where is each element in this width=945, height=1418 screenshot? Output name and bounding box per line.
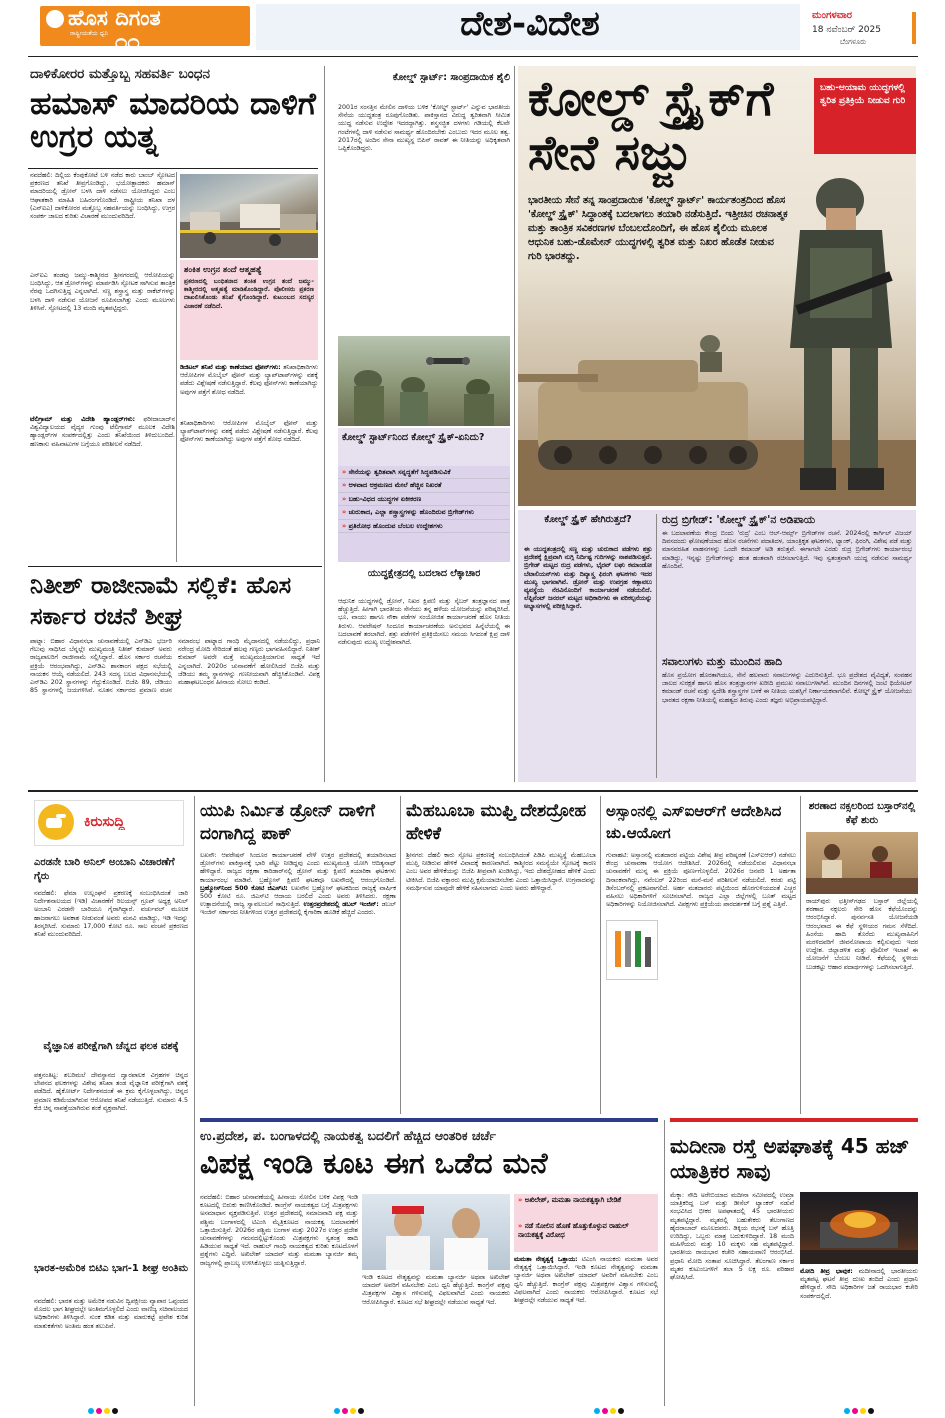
registration-dots bbox=[594, 1408, 624, 1414]
commando-image bbox=[770, 168, 916, 506]
cold-q-bullet-list bbox=[338, 466, 510, 533]
nitish-body: ಪಾಟ್ನಾ: ಬಿಹಾರ ವಿಧಾನಸಭಾ ಚುನಾವಣೆಯಲ್ಲಿ ಎನ್‌ಡಿಎ ಭರ್ಜರಿ ಗೆಲುವು ಸಾಧಿಸಿದ ಬೆನ್ನಲ್ಲೇ ಮುಖ್ಯಮಂತ್ರಿ ನಿತೀಶ್ ಕುಮಾರ್ ಅವರು ರಾಜ್ಯಪಾಲರಿಗೆ ರಾಜೀನಾಮೆ ಸಲ್ಲಿಸಿದ್ದಾರೆ. ಹೊಸ ಸರ್ಕಾರ ರಚನೆಯ ಪ್ರಕ್ರಿಯೆ ಆರಂಭವಾಗಿದ್ದು, ಎನ್‌ಡಿಎ ಶಾಸಕಾಂಗ ಪಕ್ಷದ ಸಭೆಯಲ್ಲಿ ನಾಯಕನ ಆಯ್ಕೆ ನಡೆಯಲಿದೆ. 243 ಸದಸ್ಯ ಬಲದ ವಿಧಾನಸಭೆಯಲ್ಲಿ ಎನ್‌ಡಿಎ 202 ಸ್ಥಾನಗಳನ್ನು ಗೆದ್ದುಕೊಂಡಿದೆ. ಬಿಜೆಪಿ 89, ಜೆಡಿಯು 85 ಸ್ಥಾನಗಳಲ್ಲಿ ಜಯಗಳಿಸಿವೆ. ನೂತನ ಸರ್ಕಾರದ ಪ್ರಮಾಣ ವಚನ ಸಮಾರಂಭ ಪಾಟ್ನಾದ ಗಾಂಧಿ ಮೈದಾನದಲ್ಲಿ ನಡೆಯಲಿದ್ದು, ಪ್ರಧಾನಿ ನರೇಂದ್ರ ಮೋದಿ ಸೇರಿದಂತೆ ಹಲವು ಗಣ್ಯರು ಭಾಗವಹಿಸಲಿದ್ದಾರೆ. ನಿತೀಶ್ ಕುಮಾರ್ ಅವರೇ ಮತ್ತೆ ಮುಖ್ಯಮಂತ್ರಿಯಾಗುವ ಸಾಧ್ಯತೆ ಇದೆ ಎನ್ನಲಾಗಿದೆ. 2020ರ ಚುನಾವಣೆಗೆ ಹೋಲಿಸಿದರೆ ಬಿಜೆಪಿ ಮತ್ತು ಜೆಡಿಯು ತಮ್ಮ ಸ್ಥಾನಗಳನ್ನು ಗಣನೀಯವಾಗಿ ಹೆಚ್ಚಿಸಿಕೊಂಡಿವೆ. ವಿಪಕ್ಷ ಮಹಾಘಟಬಂಧನ ಹೀನಾಯ ಸೋಲು ಕಂಡಿದೆ. bbox=[30, 638, 320, 695]
bus-fire-photo bbox=[800, 1192, 918, 1264]
cold-how-title: ಕೋಲ್ಡ್ ಸ್ಟ್ರೈಕ್ ಹೇಗಿರುತ್ತದೆ? bbox=[544, 514, 632, 525]
nitish-headline: ನಿತೀಶ್ ರಾಜೀನಾಮೆ ಸಲ್ಲಿಕೆ: ಹೊಸ ಸರ್ಕಾರ ರಚನೆ ಶೀಘ್ರ bbox=[30, 571, 292, 630]
madina-body: ಮೆಕ್ಕಾ: ಸೌದಿ ಅರೇಬಿಯಾದ ಮದೀನಾ ಸಮೀಪದಲ್ಲಿ ಉಮ್ರಾ ಯಾತ್ರಿಕರಿದ್ದ ಬಸ್ ಮತ್ತು ಡೀಸೆಲ್ ಟ್ಯಾಂಕರ್ ನಡುವೆ ಸಂಭವಿಸಿದ ಭೀಕರ ಅಪಘಾತದಲ್ಲಿ 45 ಭಾರತೀಯರು ಮೃತಪಟ್ಟಿದ್ದಾರೆ. ಮೃತರಲ್ಲಿ ಬಹುತೇಕರು ತೆಲಂಗಾಣದ ಹೈದರಾಬಾದ್ ಮೂಲದವರು. ಡಿಕ್ಕಿಯ ರಭಸಕ್ಕೆ ಬಸ್ ಹೊತ್ತಿ ಉರಿದಿದ್ದು, ಒಬ್ಬರು ಮಾತ್ರ ಬದುಕುಳಿದಿದ್ದಾರೆ. 18 ಮಂದಿ ಮಹಿಳೆಯರು ಮತ್ತು 10 ಮಕ್ಕಳು ಸಹ ಮೃತಪಟ್ಟಿದ್ದಾರೆ. ಭಾರತೀಯ ರಾಯಭಾರ ಕಚೇರಿ ಸಹಾಯವಾಣಿ ಆರಂಭಿಸಿದೆ. ಪ್ರಧಾನಿ ಮೋದಿ ಸಂತಾಪ ಸೂಚಿಸಿದ್ದಾರೆ. ತೆಲಂಗಾಣ ಸರ್ಕಾರ ಮೃತರ ಕುಟುಂಬಗಳಿಗೆ ತಲಾ 5 ಲಕ್ಷ ರೂ. ಪರಿಹಾರ ಘೋಷಿಸಿದೆ. bbox=[670, 1192, 794, 1282]
drone-headline: ಯುಪಿ ನಿರ್ಮಿತ ಡ್ರೋನ್ ದಾಳಿಗೆ ದಂಗಾಗಿದ್ದ ಪಾಕ್ bbox=[200, 801, 375, 844]
drone-sub2: ಉತ್ತರಪ್ರದೇಶದಲ್ಲಿ ಡಬಲ್ ಇಂಜಿನ್: bbox=[303, 901, 379, 909]
bullet-text: ಸೇನೆಯನ್ನು ತ್ವರಿತವಾಗಿ ಸನ್ನದ್ಧತೆಗೆ ಸಿದ್ಧಪಡಿಸುವಿಕೆ bbox=[348, 468, 451, 476]
kiru-h3: ಭಾರತ-ಅಮೆರಿಕ ಬಿಟಿಎ ಭಾಗ-1 ಶೀಘ್ರ ಅಂತಿಮ bbox=[34, 1263, 188, 1274]
kiru-b3: ನವದೆಹಲಿ: ಭಾರತ ಮತ್ತು ಅಮೆರಿಕ ನಡುವಿನ ದ್ವಿಪಕ್ಷೀಯ ವ್ಯಾಪಾರ ಒಪ್ಪಂದದ ಮೊದಲ ಭಾಗ ಶೀಘ್ರದಲ್ಲೇ ಅಂತಿಮಗೊಳ್ಳಲಿದೆ ಎಂದು ವಾಣಿಜ್ಯ ಸಚಿವಾಲಯದ ಅಧಿಕಾರಿಗಳು ತಿಳಿಸಿದ್ದಾರೆ. ಸುಂಕ ಕಡಿತ ಮತ್ತು ಮಾರುಕಟ್ಟೆ ಪ್ರವೇಶ ಕುರಿತ ಮಾತುಕತೆಗಳು ಅಂತಿಮ ಹಂತ ತಲುಪಿವೆ. bbox=[34, 1298, 188, 1330]
logo-icon bbox=[46, 10, 64, 28]
war-title: ಯುದ್ಧಕ್ಷೇತ್ರದಲ್ಲಿ ಬದಲಾದ ಲೆಕ್ಕಾಚಾರ bbox=[367, 568, 481, 579]
rudra-title: ರುದ್ರ ಬ್ರಿಗೇಡ್: 'ಕೋಲ್ಡ್ ಸ್ಟ್ರೈಕ್'ನ ಅಡಿಪಾಯ bbox=[662, 514, 816, 526]
pull-marker-icon: » bbox=[518, 1196, 525, 1204]
rudra-body: ಈ ಬದಲಾವಣೆಯ ಕೇಂದ್ರ ಬಿಂದು 'ರುದ್ರ' ಎಂಬ ಆಲ್-ಆರ್ಮ್ಸ್ ಬ್ರಿಗೇಡ್‌ಗಳ ರಚನೆ. 2024ರಲ್ಲಿ ಕಾರ್ಗಿಲ್ ವಿಜಯ್ ದಿವಸದಂದು ಘೋಷಣೆಯಾದ ಹೊಸ ರಚನೆಗಳು ಪದಾತಿದಳ, ಯಾಂತ್ರಿಕೃತ ಘಟಕಗಳು, ಟ್ಯಾಂಕ್, ಫಿರಂಗಿ, ವಿಶೇಷ ಪಡೆ ಮತ್ತು ಮಾನವರಹಿತ ವಾಹನಗಳನ್ನು ಒಂದೇ ಕಮಾಂಡ್ ಅಡಿ ತರುತ್ತವೆ. ಈಗಾಗಲೇ ಎರಡು ರುದ್ರ ಬ್ರಿಗೇಡ್‌ಗಳು ಕಾರ್ಯಾರಂಭ ಮಾಡಿದ್ದು, ಇನ್ನಷ್ಟು ಬ್ರಿಗೇಡ್‌ಗಳನ್ನು ಹಂತ ಹಂತವಾಗಿ ರಚಿಸಲಾಗುತ್ತಿದೆ. ಇವು ಸ್ವತಂತ್ರವಾಗಿ ಯುದ್ಧ ನಡೆಸುವ ಸಾಮರ್ಥ್ಯ ಹೊಂದಿವೆ. bbox=[662, 530, 912, 570]
indiabloc-body: ನವದೆಹಲಿ: ಬಿಹಾರ ಚುನಾವಣೆಯಲ್ಲಿ ಹೀನಾಯ ಸೋಲಿನ ಬಳಿಕ ವಿಪಕ್ಷ ಇಂಡಿ ಕೂಟದಲ್ಲಿ ಬಿರುಕು ಕಾಣಿಸಿಕೊಂಡಿದೆ. ಕಾಂಗ್ರೆಸ್ ನಾಯಕತ್ವದ ಬಗ್ಗೆ ಮಿತ್ರಪಕ್ಷಗಳು ಅಸಮಾಧಾನ ವ್ಯಕ್ತಪಡಿಸುತ್ತಿವೆ. ಉತ್ತರ ಪ್ರದೇಶದಲ್ಲಿ ಸಮಾಜವಾದಿ ಪಕ್ಷ ಮತ್ತು ಪಶ್ಚಿಮ ಬಂಗಾಳದಲ್ಲಿ ಟಿಎಂಸಿ ಮೈತ್ರಿಕೂಟದ ನಾಯಕತ್ವ ಬದಲಾವಣೆಗೆ ಒತ್ತಾಯಿಸುತ್ತಿವೆ. 2026ರ ಪಶ್ಚಿಮ ಬಂಗಾಳ ಮತ್ತು 2027ರ ಉತ್ತರ ಪ್ರದೇಶ ಚುನಾವಣೆಗಳನ್ನು ಗಮನದಲ್ಲಿಟ್ಟುಕೊಂಡು ಮಿತ್ರಪಕ್ಷಗಳು ಸ್ವತಂತ್ರ ಹಾದಿ ಹಿಡಿಯುವ ಸಾಧ್ಯತೆ ಇದೆ. ರಾಹುಲ್ ಗಾಂಧಿ ನಾಯಕತ್ವದ ಕುರಿತು ಕೂಟದೊಳಗೆ ಪ್ರಶ್ನೆಗಳು ಎದ್ದಿವೆ. ಅಖಿಲೇಶ್ ಯಾದವ್ ಮತ್ತು ಮಮತಾ ಬ್ಯಾನರ್ಜಿ ತಮ್ಮ ರಾಜ್ಯಗಳಲ್ಲಿ ಪ್ರಾಬಲ್ಯ ಉಳಿಸಿಕೊಳ್ಳಲು ಯತ್ನಿಸುತ್ತಿದ್ದಾರೆ. bbox=[200, 1194, 358, 1267]
indiabloc-sub-body: ಟಿಎಂಸಿ ನಾಯಕರು ಮಮತಾ ಅವರ ನೇತೃತ್ವಕ್ಕೆ ಒತ್ತಾಯಿಸಿದ್ದಾರೆ. bbox=[514, 1256, 658, 1272]
indiabloc-body-3 bbox=[514, 1256, 658, 1404]
hamas-body-1: ನವದೆಹಲಿ: ದಿಲ್ಲಿಯ ಕೆಂಪುಕೋಟೆ ಬಳಿ ನಡೆದ ಕಾರು ಬಾಂಬ್ ಸ್ಫೋಟದ ಪ್ರಕರಣದ ತನಿಖೆ ತೀವ್ರಗೊಂಡಿದ್ದು, ಭಯೋತ್ಪಾದಕರು ಹಮಾಸ್ ಮಾದರಿಯಲ್ಲಿ ಡ್ರೋನ್ ಬಳಸಿ ದಾಳಿ ನಡೆಸಲು ಯೋಜಿಸಿದ್ದರು ಎಂಬ ಆಘಾತಕಾರಿ ಮಾಹಿತಿ ಬಹಿರಂಗಗೊಂಡಿದೆ. ರಾಷ್ಟ್ರೀಯ ತನಿಖಾ ದಳ (ಎನ್‌ಐಎ) ದಾಳಿಕೋರರ ಮತ್ತೊಬ್ಬ ಸಹವರ್ತಿಯನ್ನು ಬಂಧಿಸಿದ್ದು, ಉಗ್ರರ ಸಂಪರ್ಕ ಜಾಲದ ಕುರಿತು ವಿಚಾರಣೆ ಮುಂದುವರಿದಿದೆ. bbox=[30, 172, 175, 221]
madina-sub: ಮೋದಿ ತೀವ್ರ ಭಾವುಕ: bbox=[800, 1268, 853, 1275]
sharan-headline: ಶರಣಾದ ನಕ್ಸಲರಿಂದ ಬಸ್ತಾರ್‌ನಲ್ಲಿ ಕೆಫೆ ಶುರು bbox=[808, 801, 916, 826]
coldstart-title: ಕೋಲ್ಡ್ ಸ್ಟಾರ್ಟ್: ಸಾಂಪ್ರದಾಯಿಕ ಶೈಲಿ bbox=[392, 72, 510, 83]
kiru-b2: ಪತ್ತನಂತಿಟ್ಟ: ಶಬರಿಮಲೆ ದೇವಸ್ಥಾನದ ದ್ವಾರಪಾಲಕ ವಿಗ್ರಹಗಳ ಚಿನ್ನದ ಲೇಪನದ ಫಲಕಗಳನ್ನು ವಿಶೇಷ ತನಿಖಾ ತಂಡ ವೈಜ್ಞಾನಿಕ ಪರೀಕ್ಷೆಗಾಗಿ ವಶಕ್ಕೆ ಪಡೆದಿದೆ. ಹೈಕೋರ್ಟ್ ನಿರ್ದೇಶನದಂತೆ ಈ ಕ್ರಮ ಕೈಗೊಳ್ಳಲಾಗಿದ್ದು, ಚಿನ್ನದ ಪ್ರಮಾಣ ಕಡಿಮೆಯಾಗಿರುವ ಆರೋಪದ ತನಿಖೆ ನಡೆಯುತ್ತಿದೆ. ಸುಮಾರು 4.5 ಕೆಜಿ ಚಿನ್ನ ನಾಪತ್ತೆಯಾಗಿರುವ ಶಂಕೆ ವ್ಯಕ್ತವಾಗಿದೆ. bbox=[34, 1072, 188, 1112]
pull-2-text: ನಡೆ ಸೋಲಿನ ಹೊಣೆ ಹೊತ್ತುಕೊಳ್ಳುವ ರಾಹುಲ್ ನಾಯಕತ್ವಕ್ಕೆ ವಿರೋಧ bbox=[518, 1222, 629, 1239]
assam-headline: ಅಸ್ಸಾಂನಲ್ಲಿ ಎಸ್‌ಐಆರ್‌ಗೆ ಆದೇಶಿಸಿದ ಚು.ಆಯೋಗ bbox=[606, 802, 782, 842]
bullet-marker-icon: » bbox=[342, 468, 349, 476]
orange-mark bbox=[912, 12, 916, 44]
madina-sub-body: ಮದೀನಾದಲ್ಲಿ ಭಾರತೀಯರು ಮೃತಪಟ್ಟ ಘಟನೆ ತೀವ್ರ ದುಃಖ ತಂದಿದೆ ಎಂದು ಪ್ರಧಾನಿ ಹೇಳಿದ್ದಾರೆ. ಸೌದಿ ಅಧಿಕಾರಿಗಳ ಜತೆ ರಾಯಭಾರ ಕಚೇರಿ ಸಂಪರ್ಕದಲ್ಲಿದೆ. bbox=[800, 1268, 918, 1300]
pull-1-text: ಅಖಿಲೇಶ್, ಮಮತಾ ನಾಯಕತ್ವಕ್ಕಾಗಿ ಬೇಡಿಕೆ bbox=[524, 1196, 622, 1204]
drone-body2: ಲಖನೌನ ಬ್ರಹ್ಮೋಸ್ ಘಟಕದಿಂದ ರಾಜ್ಯಕ್ಕೆ ವಾರ್ಷಿಕ 500 ಕೋಟಿ ರೂ. ಜಿಎಸ್‌ಟಿ ಆದಾಯ ಬರಲಿದೆ ಎಂದು ಅವರು ತಿಳಿಸಿದರು. ರಕ್ಷಣಾ ಉತ್ಪಾದನೆಯಲ್ಲಿ ರಾಜ್ಯ ಸ್ವಾವಲಂಬನೆ ಸಾಧಿಸುತ್ತಿದೆ. bbox=[200, 884, 396, 909]
indiabloc-body-2: ಇಂಡಿ ಕೂಟದ ನೇತೃತ್ವವನ್ನು ಮಮತಾ ಬ್ಯಾನರ್ಜಿ ಅಥವಾ ಅಖಿಲೇಶ್ ಯಾದವ್ ಅವರಿಗೆ ವಹಿಸಬೇಕು ಎಂಬ ಧ್ವನಿ ಹೆಚ್ಚುತ್ತಿದೆ. ಕಾಂಗ್ರೆಸ್ ಪಕ್ಷವು ಮಿತ್ರಪಕ್ಷಗಳ ವಿಶ್ವಾಸ ಗಳಿಸುವಲ್ಲಿ ವಿಫಲವಾಗಿದೆ ಎಂದು ನಾಯಕರು ಆರೋಪಿಸಿದ್ದಾರೆ. ಕೂಟದ ಸಭೆ ಶೀಘ್ರದಲ್ಲೇ ನಡೆಯುವ ಸಾಧ್ಯತೆ ಇದೆ. bbox=[362, 1274, 510, 1306]
assam-body: ಗುವಾಹಟಿ: ಅಸ್ಸಾಂನಲ್ಲಿ ಮತದಾರರ ಪಟ್ಟಿಯ ವಿಶೇಷ ತೀವ್ರ ಪರಿಷ್ಕರಣೆ (ಎಸ್‌ಐಆರ್) ನಡೆಸಲು ಕೇಂದ್ರ ಚುನಾವಣಾ ಆಯೋಗ ಆದೇಶಿಸಿದೆ. 2026ರಲ್ಲಿ ನಡೆಯಲಿರುವ ವಿಧಾನಸಭಾ ಚುನಾವಣೆಗೆ ಮುನ್ನ ಈ ಪ್ರಕ್ರಿಯೆ ಪೂರ್ಣಗೊಳ್ಳಲಿದೆ. 2026ರ ಜನವರಿ 1 ಅರ್ಹತಾ ದಿನಾಂಕವಾಗಿದ್ದು, ನವೆಂಬರ್ 22ರಿಂದ ಮನೆ-ಮನೆ ಪರಿಶೀಲನೆ ನಡೆಯಲಿದೆ. ಕರಡು ಪಟ್ಟಿ ಡಿಸೆಂಬರ್‌ನಲ್ಲಿ ಪ್ರಕಟವಾಗಲಿದೆ. ಅರ್ಹ ಮತದಾರರು ಪಟ್ಟಿಯಿಂದ ಹೊರಗುಳಿಯದಂತೆ ಎಚ್ಚರ ವಹಿಸಲು ಅಧಿಕಾರಿಗಳಿಗೆ ಸೂಚಿಸಲಾಗಿದೆ. ರಾಜ್ಯದ ಎಲ್ಲಾ ಜಿಲ್ಲೆಗಳಲ್ಲಿ ಬೂತ್ ಮಟ್ಟದ ಅಧಿಕಾರಿಗಳನ್ನು ನಿಯೋಜಿಸಲಾಗಿದೆ. ವಿಪಕ್ಷಗಳು ಪ್ರಕ್ರಿಯೆಯ ಪಾರದರ್ಶಕತೆ ಬಗ್ಗೆ ಪ್ರಶ್ನೆ ಎತ್ತಿವೆ. bbox=[606, 852, 796, 909]
hamas-headline: ಹಮಾಸ್ ಮಾದರಿಯ ದಾಳಿಗೆ ಉಗ್ರರ ಯತ್ನ bbox=[30, 88, 316, 155]
indiabloc-pull-1 bbox=[518, 1196, 656, 1205]
cafe-image bbox=[806, 832, 918, 894]
indiabloc-sub: ಮಮತಾ ನೇತೃತ್ವಕ್ಕೆ ಒತ್ತಾಯ: bbox=[514, 1256, 578, 1263]
registration-dots bbox=[844, 1408, 874, 1414]
soldiers-drone-photo bbox=[338, 336, 510, 426]
kiru-h1: ಎರಡನೇ ಬಾರಿ ಅನಿಲ್ ಅಂಬಾನಿ ವಿಚಾರಣೆಗೆ ಗೈರು bbox=[34, 857, 175, 882]
page-number: ೧೧ bbox=[115, 30, 140, 54]
kirusuddi-title: ಕಿರುಸುದ್ದಿ bbox=[84, 814, 125, 830]
bus-fire-image bbox=[800, 1192, 918, 1264]
section-title: ದೇಶ-ವಿದೇಶ bbox=[460, 4, 600, 44]
registration-dots bbox=[334, 1408, 364, 1414]
suspect-box-body: ಪ್ರಕರಣದಲ್ಲಿ ಬಂಧಿತನಾದ ಶಂಕಿತ ಉಗ್ರನ ತಂದೆ ಜಮ್ಮು-ಕಾಶ್ಮೀರದಲ್ಲಿ ಆತ್ಮಹತ್ಯೆ ಮಾಡಿಕೊಂಡಿದ್ದಾರೆ. ಪೊಲೀಸರು ಪ್ರಕರಣ ದಾಖಲಿಸಿಕೊಂಡು ತನಿಖೆ ಕೈಗೊಂಡಿದ್ದಾರೆ. ಕುಟುಂಬದ ಸದಸ್ಯರ ವಿಚಾರಣೆ ನಡೆದಿದೆ. bbox=[184, 278, 314, 310]
hamas-body-5: ತನಿಖಾಧಿಕಾರಿಗಳು ಆರೋಪಿಗಳ ಮೊಬೈಲ್ ಫೋನ್ ಮತ್ತು ಲ್ಯಾಪ್‌ಟಾಪ್‌ಗಳನ್ನು ವಶಕ್ಕೆ ಪಡೆದು ವಿಶ್ಲೇಷಣೆ ನಡೆಸುತ್ತಿದ್ದಾರೆ. ಕೆಲವು ಫೋನ್‌ಗಳು ಕಾಣೆಯಾಗಿದ್ದು ಅವುಗಳ ಪತ್ತೆಗೆ ಶೋಧ ನಡೆದಿದೆ. bbox=[180, 420, 318, 444]
madina-headline: ಮದೀನಾ ರಸ್ತೆ ಅಪಘಾತಕ್ಕೆ 45 ಹಜ್ ಯಾತ್ರಿಕರ ಸಾವು bbox=[670, 1134, 910, 1183]
cold-q-title: ಕೋಲ್ಡ್ ಸ್ಟಾರ್ಟ್‌ನಿಂದ ಕೋಲ್ಡ್ ಸ್ಟ್ರೈಕ್-ಏನಿದು? bbox=[342, 432, 485, 443]
hamas-body-3-text: ತನಿಖಾಧಿಕಾರಿಗಳು ಆರೋಪಿಗಳ ಮೊಬೈಲ್ ಫೋನ್ ಮತ್ತು ಲ್ಯಾಪ್‌ಟಾಪ್‌ಗಳನ್ನು ವಶಕ್ಕೆ ಪಡೆದು ವಿಶ್ಲೇಷಣೆ ನಡೆಸುತ್ತಿದ್ದಾರೆ. ಕೆಲವು ಫೋನ್‌ಗಳು ಕಾಣೆಯಾಗಿದ್ದು ಅವುಗಳ ಪತ್ತೆಗೆ ಶೋಧ ನಡೆದಿದೆ. bbox=[180, 364, 318, 396]
hamas-body-4 bbox=[30, 416, 175, 562]
logo-sub: ರಾಷ್ಟ್ರೀಯತೆಯ ಧ್ವನಿ bbox=[70, 30, 108, 37]
registration-dots bbox=[88, 1408, 118, 1414]
hamas-body-2: ಎನ್‌ಐಎ ತಂಡವು ಜಮ್ಮು-ಕಾಶ್ಮೀರದ ಶ್ರೀನಗರದಲ್ಲಿ ಆರೋಪಿಯನ್ನು ಬಂಧಿಸಿದ್ದು, ಆತ ಡ್ರೋನ್‌ಗಳನ್ನು ಮಾರ್ಪಡಿಸಿ ಸ್ಫೋಟಕ ಸಾಗಿಸುವ ತಾಂತ್ರಿಕ ನೆರವು ಒದಗಿಸುತ್ತಿದ್ದ ಎನ್ನಲಾಗಿದೆ. ಸಣ್ಣ ಶಸ್ತ್ರಾಸ್ತ್ರ ಮತ್ತು ರಾಕೆಟ್‌ಗಳನ್ನು ಬಳಸಿ ದಾಳಿ ನಡೆಸುವ ಯೋಜನೆ ರೂಪಿಸಲಾಗಿತ್ತು ಎಂದು ಮೂಲಗಳು ತಿಳಿಸಿವೆ. ಸ್ಫೋಟದಲ್ಲಿ 13 ಮಂದಿ ಮೃತಪಟ್ಟಿದ್ದರು. bbox=[30, 272, 175, 312]
date-date: 18 ನವೆಂಬರ್ 2025 bbox=[812, 25, 881, 35]
challenge-body: ಹೊಸ ಪ್ರಯೋಗ ಹೊರತಾಗಿಯೂ, ಸೇನೆ ಹಲವಾರು ಸವಾಲುಗಳನ್ನು ಎದುರಿಸುತ್ತಿದೆ. ಭೂ ಪ್ರದೇಶದ ವೈವಿಧ್ಯತೆ, ಸಂವಹನ ಜಾಲದ ಸುರಕ್ಷತೆ ಹಾಗೂ ಹೊಸ ತಂತ್ರಜ್ಞಾನಗಳ ಖರೀದಿ ಪ್ರಮುಖ ಸವಾಲುಗಳಾಗಿವೆ. ಮುಂದಿನ ದಿನಗಳಲ್ಲಿ ಜಂಟಿ ಥಿಯೇಟರ್ ಕಮಾಂಡ್ ರಚನೆ ಮತ್ತು ಸ್ವದೇಶಿ ಶಸ್ತ್ರಾಸ್ತ್ರಗಳ ಬಳಕೆ ಈ ನೀತಿಯ ಯಶಸ್ಸಿಗೆ ನಿರ್ಣಾಯಕವಾಗಲಿವೆ. ಕೋಲ್ಡ್ ಸ್ಟ್ರೈಕ್ ಯೋಜನೆಯು ಭಾರತದ ರಕ್ಷಣಾ ನೀತಿಯಲ್ಲಿ ಮಹತ್ವದ ತಿರುವು ಎಂದು ತಜ್ಞರು ಅಭಿಪ್ರಾಯಪಟ್ಟಿದ್ದಾರೆ. bbox=[662, 672, 912, 704]
drone-body bbox=[200, 852, 396, 1108]
cold-q-bullets bbox=[338, 466, 510, 562]
indiabloc-pull-2 bbox=[518, 1222, 656, 1240]
mufti-body: ಶ್ರೀನಗರ: ದೆಹಲಿ ಕಾರು ಸ್ಫೋಟ ಪ್ರಕರಣಕ್ಕೆ ಸಂಬಂಧಿಸಿದಂತೆ ಪಿಡಿಪಿ ಮುಖ್ಯಸ್ಥೆ ಮೆಹಬೂಬಾ ಮುಫ್ತಿ ನೀಡಿರುವ ಹೇಳಿಕೆ ವಿವಾದಕ್ಕೆ ಕಾರಣವಾಗಿದೆ. ಕಾಶ್ಮೀರದ ಸಮಸ್ಯೆಯೇ ಸ್ಫೋಟಕ್ಕೆ ಕಾರಣ ಎಂಬ ಅವರ ಹೇಳಿಕೆಯನ್ನು ಬಿಜೆಪಿ ತೀವ್ರವಾಗಿ ಖಂಡಿಸಿದ್ದು, ಇದು ದೇಶದ್ರೋಹದ ಹೇಳಿಕೆ ಎಂದು ಟೀಕಿಸಿದೆ. ಬಿಜೆಪಿ ವಕ್ತಾರರು ಮುಫ್ತಿ ಕ್ಷಮೆಯಾಚಿಸಬೇಕು ಎಂದು ಒತ್ತಾಯಿಸಿದ್ದಾರೆ. ಉಗ್ರವಾದವನ್ನು ಸಮರ್ಥಿಸುವ ಯಾವುದೇ ಹೇಳಿಕೆ ಸಹಿಸಲಾಗದು ಎಂದು ಅವರು ಹೇಳಿದ್ದಾರೆ. bbox=[406, 852, 596, 892]
coldstrike-lead: ಭಾರತೀಯ ಸೇನೆ ತನ್ನ ಸಾಂಪ್ರದಾಯಿಕ 'ಕೋಲ್ಡ್ ಸ್ಟಾರ್ಟ್' ಕಾರ್ಯತಂತ್ರದಿಂದ ಹೊಸ 'ಕೋಲ್ಡ್ ಸ್ಟ್ರೈಕ್' ಸಿದ್ಧಾಂತಕ್ಕೆ ಬದಲಾಗಲು ತಯಾರಿ ನಡೆಸುತ್ತಿದೆ. ಇತ್ತೀಚಿನ ರಚನಾತ್ಮಕ ಮತ್ತು ತಾಂತ್ರಿಕ ಸವಿಕರಣಗಳ ಬೆಂಬಲದೊಂದಿಗೆ, ಈ ಹೊಸ ಶೈಲಿಯ ಮೂಲಕ ಆಧುನಿಕ ಬಹು-ಡೊಮೇನ್ ಯುದ್ಧಗಳಲ್ಲಿ ತ್ವರಿತ ಮತ್ತು ನಿಖರ ಹೊಡೆತ ನೀಡುವ ಗುರಿ ಭಾರತದ್ದು. bbox=[528, 195, 788, 262]
bullet-text: ಬಹು-ವಿಧದ ಯುದ್ಧಗಳ ಏಕೀಕರಣ bbox=[348, 494, 422, 503]
bullet-marker-icon: » bbox=[342, 494, 349, 503]
hamas-sub-1: ಡಿಜಿಟಲ್ ತನಿಖೆ ಮತ್ತು ಕಾಣೆಯಾದ ಫೋನ್‌ಗಳು: bbox=[180, 364, 281, 371]
drone-sub: ಬ್ರಹ್ಮೋಸ್‌ನಿಂದ 500 ಕೋಟಿ ಜಿಎಸ್‌ಟಿ: bbox=[200, 884, 288, 892]
coldstrike-badge-text: ಬಹು-ಆಯಾಮ ಯುದ್ಧಗಳಲ್ಲಿ ತ್ವರಿತ ಪ್ರತಿಕ್ರಿಯೆ ನೀಡುವ ಗುರಿ bbox=[820, 83, 906, 106]
masthead bbox=[0, 0, 945, 54]
bullet-text: ಆಳವಾದ ಆಕ್ರಮಣದ ಮೇಲೆ ಹೆಚ್ಚಿನ ನಿಖರತೆ bbox=[348, 481, 442, 490]
date-city: ಬೆಂಗಳೂರು bbox=[840, 38, 867, 46]
pull-marker-icon: » bbox=[518, 1222, 525, 1230]
bullet-marker-icon: » bbox=[342, 521, 349, 530]
drone-body3: ಡಬಲ್ ಇಂಜಿನ್ ಸರ್ಕಾರದ ನೀತಿಗಳಿಂದ ಉತ್ತರ ಪ್ರದೇಶದಲ್ಲಿ ಕೈಗಾರಿಕಾ ಹೂಡಿಕೆ ಹೆಚ್ಚಿದೆ ಎಂದರು. bbox=[200, 901, 396, 917]
hamas-sub-2: ಟೆಲಿಗ್ರಾಮ್ ಮತ್ತು ವಿದೇಶಿ ಹ್ಯಾಂಡ್ಲರ್‌ಗಳು: bbox=[30, 416, 136, 423]
bullet-marker-icon: » bbox=[342, 481, 349, 490]
hamas-kicker: ದಾಳಿಕೋರರ ಮತ್ತೊಬ್ಬ ಸಹವರ್ತಿ ಬಂಧನ bbox=[30, 66, 211, 82]
commando-photo bbox=[770, 168, 916, 506]
coldstrike-headline: ಕೋಲ್ಡ್ ಸ್ಟ್ರೈಕ್‌ಗೆ ಸೇನೆ ಸಜ್ಜು bbox=[528, 72, 774, 181]
date-day: ಮಂಗಳವಾರ bbox=[812, 10, 853, 21]
suspect-box-title: ಶಂಕಿತ ಉಗ್ರನ ತಂದೆ ಆತ್ಮಹತ್ಯೆ bbox=[184, 264, 262, 274]
bullet-text: ಚುರುಕಾದ, ಎಲ್ಲಾ ಶಸ್ತ್ರಾಸ್ತ್ರಗಳನ್ನು ಹೊಂದಿರುವ ಬ್ರಿಗೇಡ್‌ಗಳು bbox=[348, 508, 474, 517]
logo-text: ಹೊಸ ದಿಗಂತ bbox=[68, 6, 161, 30]
leaders-image bbox=[362, 1194, 510, 1270]
kiru-h2: ವೈಜ್ಞಾನಿಕ ಪರೀಕ್ಷೆಗಾಗಿ ಚೆನ್ನದ ಫಲಕ ವಶಕ್ಕೆ bbox=[43, 1041, 179, 1052]
cold-q-bullet bbox=[338, 506, 510, 519]
sharan-body: ರಾಯ್‌ಪುರ: ಛತ್ತೀಸ್‌ಗಢದ ಬಸ್ತಾರ್ ಜಿಲ್ಲೆಯಲ್ಲಿ ಶರಣಾದ ನಕ್ಸಲರು ಸೇರಿ ಹೊಸ ಕೆಫೆಯೊಂದನ್ನು ಆರಂಭಿಸಿದ್ದಾರೆ. ಪುನರ್ವಸತಿ ಯೋಜನೆಯಡಿ ಆರಂಭವಾದ ಈ ಕೆಫೆ ಸ್ಥಳೀಯರ ಗಮನ ಸೆಳೆದಿದೆ. ಹಿಂಸೆಯ ಹಾದಿ ತೊರೆದು ಮುಖ್ಯವಾಹಿನಿಗೆ ಮರಳಿದವರಿಗೆ ಜೀವನೋಪಾಯ ಕಲ್ಪಿಸುವುದು ಇದರ ಉದ್ದೇಶ. ಜಿಲ್ಲಾಡಳಿತ ಮತ್ತು ಪೊಲೀಸ್ ಇಲಾಖೆ ಈ ಯೋಜನೆಗೆ ಬೆಂಬಲ ನೀಡಿವೆ. ಕೆಫೆಯಲ್ಲಿ ಸ್ಥಳೀಯ ಬುಡಕಟ್ಟು ಆಹಾರ ಪದಾರ್ಥಗಳನ್ನು ಒದಗಿಸಲಾಗುತ್ತಿದೆ. bbox=[806, 898, 918, 971]
cold-q-bullet bbox=[338, 493, 510, 506]
hand-icon bbox=[44, 812, 68, 832]
drone-body-text: ಲಖನೌ: ಆಪರೇಷನ್ ಸಿಂದೂರ ಕಾರ್ಯಾಚರಣೆ ವೇಳೆ ಉತ್ತರ ಪ್ರದೇಶದಲ್ಲಿ ತಯಾರಿಸಲಾದ ಡ್ರೋನ್‌ಗಳು ಪಾಕಿಸ್ತಾನಕ್ಕೆ ಭಾರಿ ಪೆಟ್ಟು ನೀಡಿದ್ದವು ಎಂದು ಮುಖ್ಯಮಂತ್ರಿ ಯೋಗಿ ಆದಿತ್ಯನಾಥ್ ಹೇಳಿದ್ದಾರೆ. ರಾಜ್ಯದ ರಕ್ಷಣಾ ಕಾರಿಡಾರ್‌ನಲ್ಲಿ ಡ್ರೋನ್ ಮತ್ತು ಕ್ಷಿಪಣಿ ತಯಾರಿಕಾ ಘಟಕಗಳು ಕಾರ್ಯಾರಂಭ ಮಾಡಿವೆ. ಬ್ರಹ್ಮೋಸ್ ಕ್ಷಿಪಣಿ ಘಟಕವೂ ಲಖನೌದಲ್ಲಿ ಆರಂಭಗೊಂಡಿದೆ. bbox=[200, 852, 396, 884]
hamas-body-4-text: ಫರೀದಾಬಾದ್‌ನ ವಿಶ್ವವಿದ್ಯಾಲಯದ ವೈದ್ಯರ ಗುಂಪು ಟೆಲಿಗ್ರಾಮ್ ಮೂಲಕ ವಿದೇಶಿ ಹ್ಯಾಂಡ್ಲರ್‌ಗಳ ಸಂಪರ್ಕದಲ್ಲಿತ್ತು ಎಂದು ತನಿಖೆಯಿಂದ ತಿಳಿದುಬಂದಿದೆ. ಹಣಕಾಸು ವಹಿವಾಟುಗಳ ಬಗ್ಗೆಯೂ ಪರಿಶೀಲನೆ ನಡೆದಿದೆ. bbox=[30, 416, 175, 448]
coldstart-body: 2001ರ ಸಂಸತ್ತಿನ ಮೇಲಿನ ದಾಳಿಯ ಬಳಿಕ 'ಕೋಲ್ಡ್ ಸ್ಟಾರ್ಟ್' ಎನ್ನುವ ಭಾರತೀಯ ಸೇನೆಯ ಯುದ್ಧತಂತ್ರ ರೂಪುಗೊಂಡಿತು. ಪಾಕಿಸ್ತಾನದ ವಿರುದ್ಧ ತ್ವರಿತವಾಗಿ ಸೀಮಿತ ಯುದ್ಧ ನಡೆಸುವ ಉದ್ದೇಶ ಇದರದ್ದಾಗಿತ್ತು. ಶಸ್ತ್ರಸಜ್ಜಿತ ದಳಗಳು ಗಡಿಯಲ್ಲಿ ಕೆಲವೇ ಗಂಟೆಗಳಲ್ಲಿ ದಾಳಿ ನಡೆಸುವ ಸಾಮರ್ಥ್ಯ ಹೊಂದಿರಬೇಕು ಎಂಬುದು ಇದರ ಮೂಲ ತತ್ವ. 2017ರಲ್ಲಿ ಅಂದಿನ ಸೇನಾ ಮುಖ್ಯಸ್ಥ ಬಿಪಿನ್ ರಾವತ್ ಈ ನೀತಿಯನ್ನು ಅಧಿಕೃತವಾಗಿ ಒಪ್ಪಿಕೊಂಡಿದ್ದರು. bbox=[338, 104, 510, 153]
blast-site-photo bbox=[180, 174, 318, 258]
cold-q-bullet bbox=[338, 520, 510, 533]
leaders-photo bbox=[362, 1194, 510, 1270]
war-body: ಆಧುನಿಕ ಯುದ್ಧಗಳಲ್ಲಿ ಡ್ರೋನ್, ನಿಖರ ಕ್ಷಿಪಣಿ ಮತ್ತು ಸೈಬರ್ ತಂತ್ರಜ್ಞಾನದ ಪಾತ್ರ ಹೆಚ್ಚುತ್ತಿದೆ. ಹೀಗಾಗಿ ಭಾರತೀಯ ಸೇನೆಯು ತನ್ನ ಹಳೆಯ ಯೋಜನೆಯನ್ನು ಪರಿಷ್ಕರಿಸಿದೆ. ಭೂ, ವಾಯು ಹಾಗೂ ನೌಕಾ ಪಡೆಗಳ ಸಂಯೋಜಿತ ಕಾರ್ಯಾಚರಣೆ ಹೊಸ ನೀತಿಯ ತಿರುಳು. ಆಪರೇಷನ್ ಸಿಂದೂರ ಕಾರ್ಯಾಚರಣೆಯ ಅನುಭವದ ಹಿನ್ನೆಲೆಯಲ್ಲಿ ಈ ಬದಲಾವಣೆ ತರಲಾಗಿದೆ. ಶತ್ರು ಪಡೆಗಳಿಗೆ ಪ್ರತಿಕ್ರಿಯಿಸಲು ಸಮಯ ಸಿಗದಂತೆ ಕ್ಷಿಪ್ರ ದಾಳಿ ನಡೆಸುವುದು ಮುಖ್ಯ ಉದ್ದೇಶವಾಗಿದೆ. bbox=[338, 598, 510, 647]
challenge-title: ಸವಾಲುಗಳು ಮತ್ತು ಮುಂದಿನ ಹಾದಿ bbox=[662, 656, 782, 668]
kiru-b1: ನವದೆಹಲಿ: ಫೆಮಾ ಉಲ್ಲಂಘನೆ ಪ್ರಕರಣಕ್ಕೆ ಸಂಬಂಧಿಸಿದಂತೆ ಜಾರಿ ನಿರ್ದೇಶನಾಲಯದ (ಇಡಿ) ವಿಚಾರಣೆಗೆ ರಿಲಯನ್ಸ್ ಗ್ರೂಪ್ ಅಧ್ಯಕ್ಷ ಅನಿಲ್ ಅಂಬಾನಿ ಎರಡನೇ ಬಾರಿಯೂ ಗೈರಾಗಿದ್ದಾರೆ. ವರ್ಚುವಲ್ ಮೂಲಕ ಹಾಜರಾಗಲು ಅವಕಾಶ ನೀಡುವಂತೆ ಅವರು ಮನವಿ ಮಾಡಿದ್ದು, ಇಡಿ ಇದನ್ನು ತಿರಸ್ಕರಿಸಿದೆ. ಸುಮಾರು 17,000 ಕೋಟಿ ರೂ. ಸಾಲ ವಂಚನೆ ಪ್ರಕರಣದ ತನಿಖೆ ಮುಂದುವರಿದಿದೆ. bbox=[34, 890, 188, 939]
madina-body-2 bbox=[800, 1268, 918, 1404]
bullet-text: ಪ್ರತಿರೋಧ ಹೊಂದುವ ಬೆಂಬಲ ಉದ್ದೇಶಗಳು bbox=[348, 521, 443, 530]
cold-q-bullet bbox=[338, 479, 510, 492]
mufti-headline: ಮೆಹಬೂಬಾ ಮುಫ್ತಿ ದೇಶದ್ರೋಹ ಹೇಳಿಕೆ bbox=[406, 801, 587, 844]
hamas-body-3 bbox=[180, 364, 318, 416]
cold-how-body: ಈ ಯುದ್ಧತಂತ್ರದಲ್ಲಿ ಸಣ್ಣ ಮತ್ತು ಚುರುಕಾದ ಪಡೆಗಳು ಶತ್ರು ಪ್ರದೇಶಕ್ಕೆ ಕ್ಷಿಪ್ರವಾಗಿ ನುಗ್ಗಿ ನಿರ್ದಿಷ್ಟ ಗುರಿಗಳನ್ನು ನಾಶಪಡಿಸುತ್ತವೆ. ಬ್ರಿಗೇಡ್ ಮಟ್ಟದ ರುದ್ರ ಪಡೆಗಳು, ಭೈರವ್ ಲಘು ಕಮಾಂಡೋ ಬೆಟಾಲಿಯನ್‌ಗಳು ಮತ್ತು ದಿವ್ಯಾಸ್ತ್ರ ಫಿರಂಗಿ ಘಟಕಗಳು ಇದರ ಮುಖ್ಯ ಭಾಗವಾಗಿವೆ. ಡ್ರೋನ್ ಮತ್ತು ಉಪಗ್ರಹ ಕಣ್ಗಾವಲು ವ್ಯವಸ್ಥೆಯ ನೆರವಿನೊಂದಿಗೆ ಕಾರ್ಯಾಚರಣೆ ನಡೆಯಲಿದೆ. ಲೆಫ್ಟಿನೆಂಟ್ ಜನರಲ್ ಮಟ್ಟದ ಅಧಿಕಾರಿಗಳು ಈ ಪರಿಕಲ್ಪನೆಯನ್ನು ಅಭ್ಯಾಸಗಳಲ್ಲಿ ಪರೀಕ್ಷಿಸಿದ್ದಾರೆ. bbox=[524, 546, 652, 611]
indiabloc-body-cont: ಇಂಡಿ ಕೂಟದ ನೇತೃತ್ವವನ್ನು ಮಮತಾ ಬ್ಯಾನರ್ಜಿ ಅಥವಾ ಅಖಿಲೇಶ್ ಯಾದವ್ ಅವರಿಗೆ ವಹಿಸಬೇಕು ಎಂಬ ಧ್ವನಿ ಹೆಚ್ಚುತ್ತಿದೆ. ಕಾಂಗ್ರೆಸ್ ಪಕ್ಷವು ಮಿತ್ರಪಕ್ಷಗಳ ವಿಶ್ವಾಸ ಗಳಿಸುವಲ್ಲಿ ವಿಫಲವಾಗಿದೆ ಎಂದು ನಾಯಕರು ಆರೋಪಿಸಿದ್ದಾರೆ. ಕೂಟದ ಸಭೆ ಶೀಘ್ರದಲ್ಲೇ ನಡೆಯುವ ಸಾಧ್ಯತೆ ಇದೆ. bbox=[514, 1264, 658, 1305]
indiabloc-kicker: ಉ.ಪ್ರದೇಶ, ಪ. ಬಂಗಾಳದಲ್ಲಿ ನಾಯಕತ್ವ ಬದಲಿಗೆ ಹೆಚ್ಚಿದ ಆಂತರಿಕ ಚರ್ಚೆ bbox=[200, 1128, 496, 1143]
bullet-marker-icon: » bbox=[342, 508, 349, 517]
blast-site-image bbox=[180, 174, 318, 258]
cold-q-bullet bbox=[338, 466, 510, 479]
cafe-photo bbox=[806, 832, 918, 894]
soldiers-drone-image bbox=[338, 336, 510, 426]
indiabloc-headline: ವಿಪಕ್ಷ ಇಂಡಿ ಕೂಟ ಈಗ ಒಡೆದ ಮನೆ bbox=[200, 1148, 548, 1180]
